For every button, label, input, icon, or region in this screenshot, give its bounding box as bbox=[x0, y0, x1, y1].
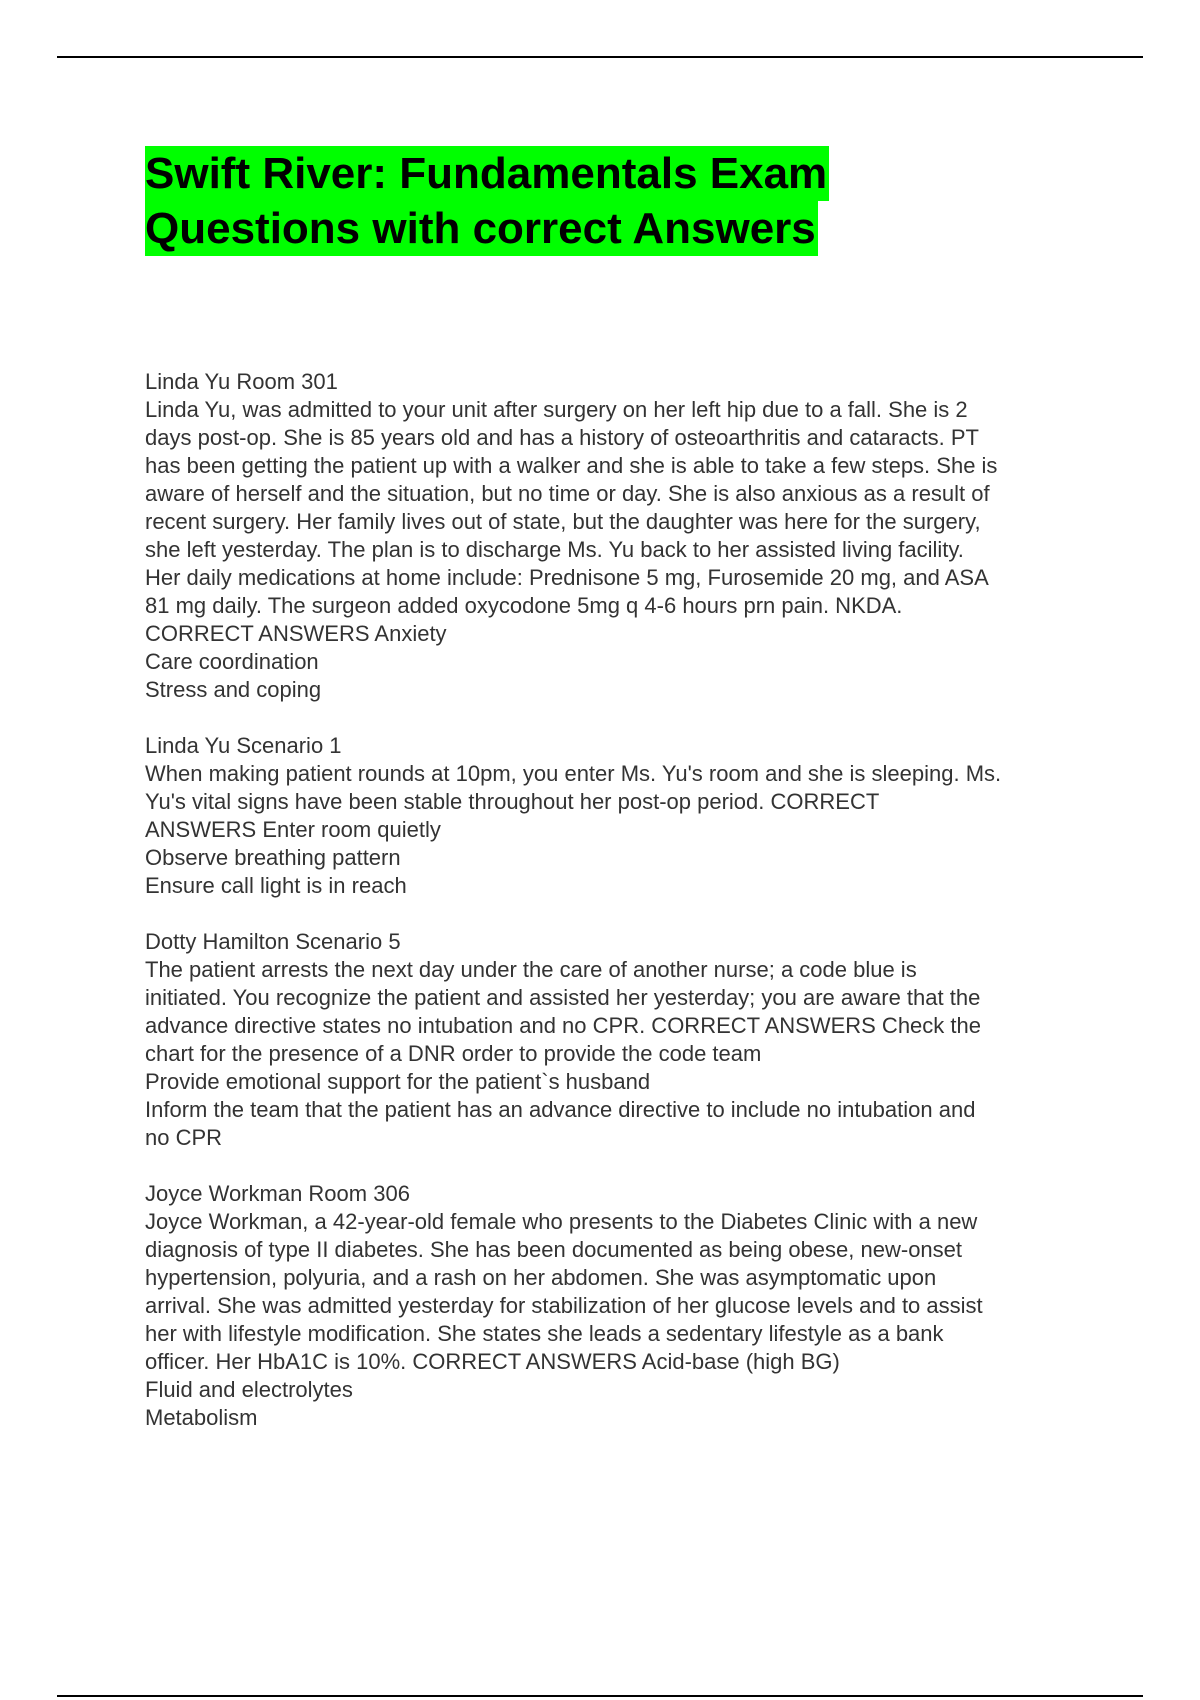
answer-line: Fluid and electrolytes bbox=[145, 1377, 353, 1402]
answer-line: ANSWERS Enter room quietly bbox=[145, 817, 441, 842]
text-line: initiated. You recognize the patient and assisted her yesterday; you are aware that the bbox=[145, 985, 981, 1010]
question-section bbox=[145, 928, 1105, 1152]
answer-line: Provide emotional support for the patient`s husband bbox=[145, 1069, 651, 1094]
answer-line: Care coordination bbox=[145, 649, 319, 674]
text-line: arrival. She was admitted yesterday for stabilization of her glucose levels and to assist bbox=[145, 1293, 983, 1318]
text-line: has been getting the patient up with a walker and she is able to take a few steps. She is bbox=[145, 453, 998, 478]
title-line: Swift River: Fundamentals Exam bbox=[145, 146, 829, 201]
text-line: hypertension, polyuria, and a rash on her abdomen. She was asymptomatic upon bbox=[145, 1265, 937, 1290]
text-line: officer. Her HbA1C is 10%. CORRECT ANSWERS Acid-base (high BG) bbox=[145, 1349, 840, 1374]
text-line: When making patient rounds at 10pm, you enter Ms. Yu's room and she is sleeping. Ms. bbox=[145, 761, 1002, 786]
answer-line: Observe breathing pattern bbox=[145, 845, 401, 870]
answer-line: chart for the presence of a DNR order to provide the code team bbox=[145, 1041, 762, 1066]
text-line: Her daily medications at home include: Prednisone 5 mg, Furosemide 20 mg, and ASA bbox=[145, 565, 989, 590]
document-title bbox=[145, 146, 1045, 256]
section-heading: Linda Yu Scenario 1 bbox=[145, 733, 342, 758]
answer-line: Ensure call light is in reach bbox=[145, 873, 407, 898]
text-line: Yu's vital signs have been stable throughout her post-op period. CORRECT bbox=[145, 789, 880, 814]
answer-line: CORRECT ANSWERS Anxiety bbox=[145, 621, 447, 646]
text-line: Linda Yu, was admitted to your unit after surgery on her left hip due to a fall. She is 2 bbox=[145, 397, 968, 422]
title-line: Questions with correct Answers bbox=[145, 201, 818, 256]
text-line: The patient arrests the next day under the care of another nurse; a code blue is bbox=[145, 957, 917, 982]
section-heading: Joyce Workman Room 306 bbox=[145, 1181, 410, 1206]
answer-line: Inform the team that the patient has an advance directive to include no intubation and bbox=[145, 1097, 976, 1122]
text-line: aware of herself and the situation, but no time or day. She is also anxious as a result of bbox=[145, 481, 990, 506]
text-line: her with lifestyle modification. She states she leads a sedentary lifestyle as a bank bbox=[145, 1321, 944, 1346]
text-line: days post-op. She is 85 years old and has a history of osteoarthritis and cataracts. PT bbox=[145, 425, 979, 450]
section-heading: Linda Yu Room 301 bbox=[145, 369, 338, 394]
footer-rule bbox=[57, 1695, 1143, 1697]
text-line: diagnosis of type II diabetes. She has been documented as being obese, new-onset bbox=[145, 1237, 963, 1262]
answer-line: no CPR bbox=[145, 1125, 223, 1150]
answer-line: Metabolism bbox=[145, 1405, 258, 1430]
question-section bbox=[145, 368, 1105, 704]
text-line: advance directive states no intubation and no CPR. CORRECT ANSWERS Check the bbox=[145, 1013, 981, 1038]
header-rule bbox=[57, 56, 1143, 58]
document-body bbox=[145, 368, 1105, 1460]
section-heading: Dotty Hamilton Scenario 5 bbox=[145, 929, 401, 954]
text-line: 81 mg daily. The surgeon added oxycodone 5mg q 4-6 hours prn pain. NKDA. bbox=[145, 593, 903, 618]
answer-line: Stress and coping bbox=[145, 677, 322, 702]
question-section bbox=[145, 732, 1105, 900]
text-line: she left yesterday. The plan is to discharge Ms. Yu back to her assisted living facility. bbox=[145, 537, 964, 562]
question-section bbox=[145, 1180, 1105, 1432]
text-line: Joyce Workman, a 42-year-old female who presents to the Diabetes Clinic with a new bbox=[145, 1209, 978, 1234]
text-line: recent surgery. Her family lives out of state, but the daughter was here for the surgery, bbox=[145, 509, 981, 534]
